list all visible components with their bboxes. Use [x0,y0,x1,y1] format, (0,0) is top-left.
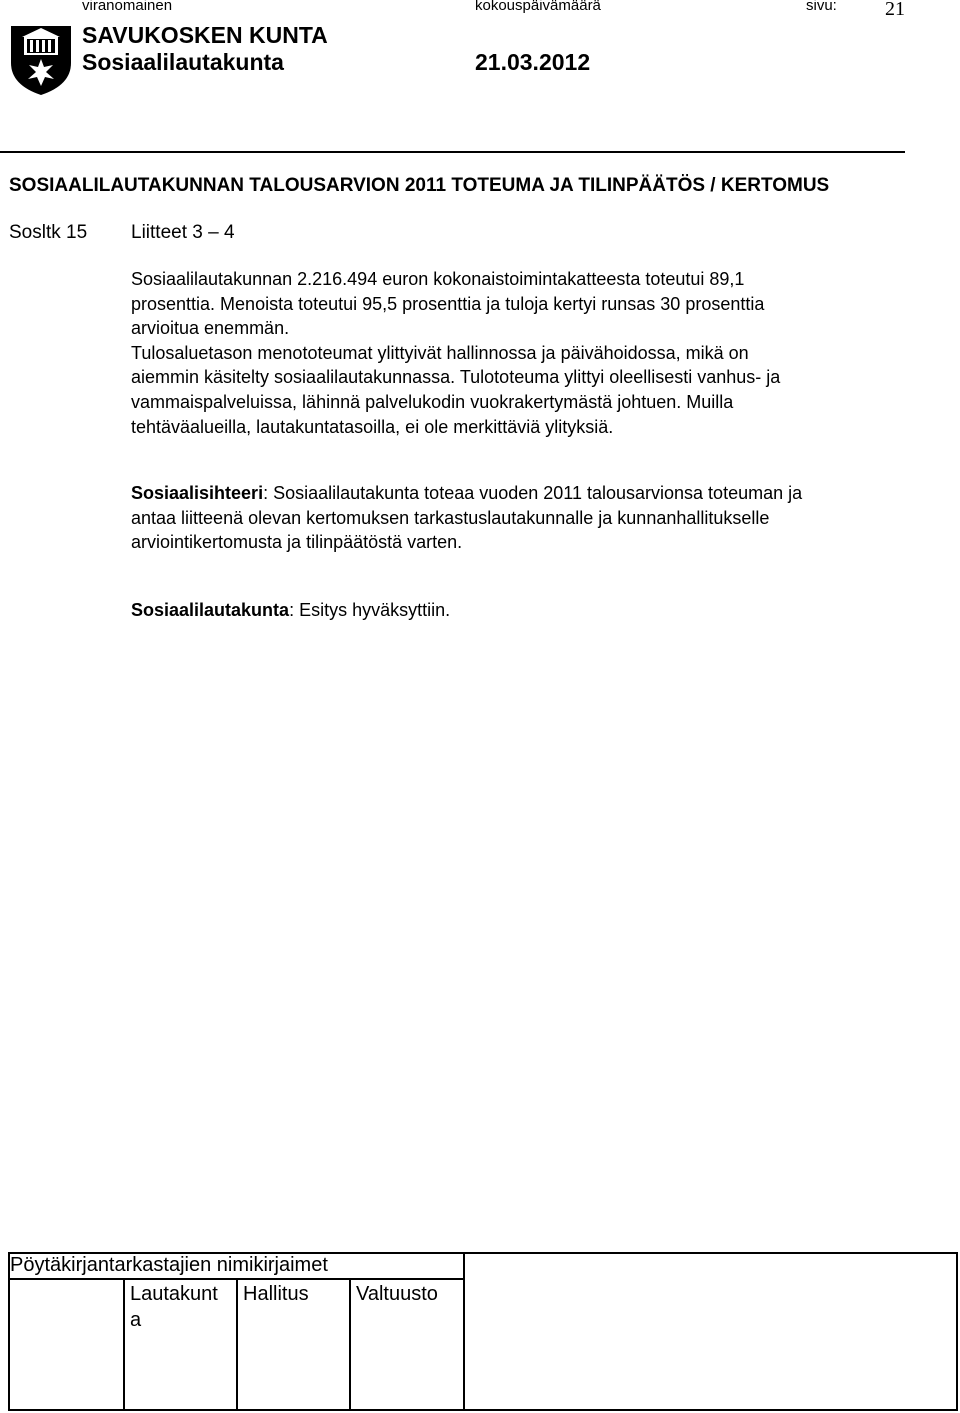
signature-table [8,1252,958,1411]
meeting-date: 21.03.2012 [475,49,591,75]
text-line: arviointikertomusta ja tilinpäätöstä varten. [131,532,463,553]
page-label: sivu: [806,0,837,14]
authority-label: viranomainen [82,0,173,14]
text-line: : Sosiaalilautakunta toteaa vuoden 2011 talousarvionsa toteuman ja [263,483,803,503]
board-name: Sosiaalilautakunta [82,49,284,75]
column-divider [236,1280,238,1411]
proposal-paragraph [131,481,802,555]
summary-paragraph [131,267,780,439]
page-number: 21 [885,0,905,20]
text-line: arvioitua enemmän. [131,318,290,339]
header-rule [0,151,905,153]
column-divider [349,1280,351,1411]
text-line: antaa liitteenä olevan kertomuksen tarkastuslautakunnalle ja kunnanhallitukselle [131,507,770,528]
signature-heading: Pöytäkirjantarkastajien nimikirjaimet [10,1254,328,1276]
coat-of-arms-logo [8,23,74,98]
decision-speaker: Sosiaalilautakunta [131,600,290,620]
item-number: Sosltk 15 [9,222,88,243]
text-line: aiemmin käsitelty sosiaalilautakunnassa. Tulototeuma ylittyi oleellisesti vanhus- ja [131,367,781,388]
municipality-name: SAVUKOSKEN KUNTA [82,22,328,48]
text-line: Tulosaluetason menototeumat ylittyivät hallinnossa ja päivähoidossa, mikä on [131,342,749,363]
text-line: prosenttia. Menoista toteutui 95,5 prosenttia ja tuloja kertyi runsas 30 prosenttia [131,293,765,314]
signature-col-board-cont: a [130,1309,142,1331]
signature-col-council: Valtuusto [356,1283,438,1305]
proposal-speaker: Sosiaalisihteeri [131,483,264,503]
meeting-date-label: kokouspäivämäärä [475,0,601,14]
decision-paragraph [131,598,450,623]
attachments: Liitteet 3 – 4 [131,222,235,243]
document-title: SOSIAALILAUTAKUNNAN TALOUSARVION 2011 TOTEUMA JA TILINPÄÄTÖS / KERTOMUS [9,175,830,196]
decision-text: : Esitys hyväksyttiin. [289,600,451,620]
column-divider [123,1280,125,1411]
signature-col-government: Hallitus [243,1283,309,1305]
signature-col-board: Lautakunt [130,1283,218,1305]
text-line: tehtäväalueilla, lautakuntatasoilla, ei ole merkittäviä ylityksiä. [131,416,614,437]
text-line: vammaispalveluissa, lähinnä palvelukodin vuokrakertymästä johtuen. Muilla [131,391,734,412]
signature-columns [10,1254,465,1409]
text-line: Sosiaalilautakunnan 2.216.494 euron kokonaistoimintakatteesta toteutui 89,1 [131,269,745,289]
